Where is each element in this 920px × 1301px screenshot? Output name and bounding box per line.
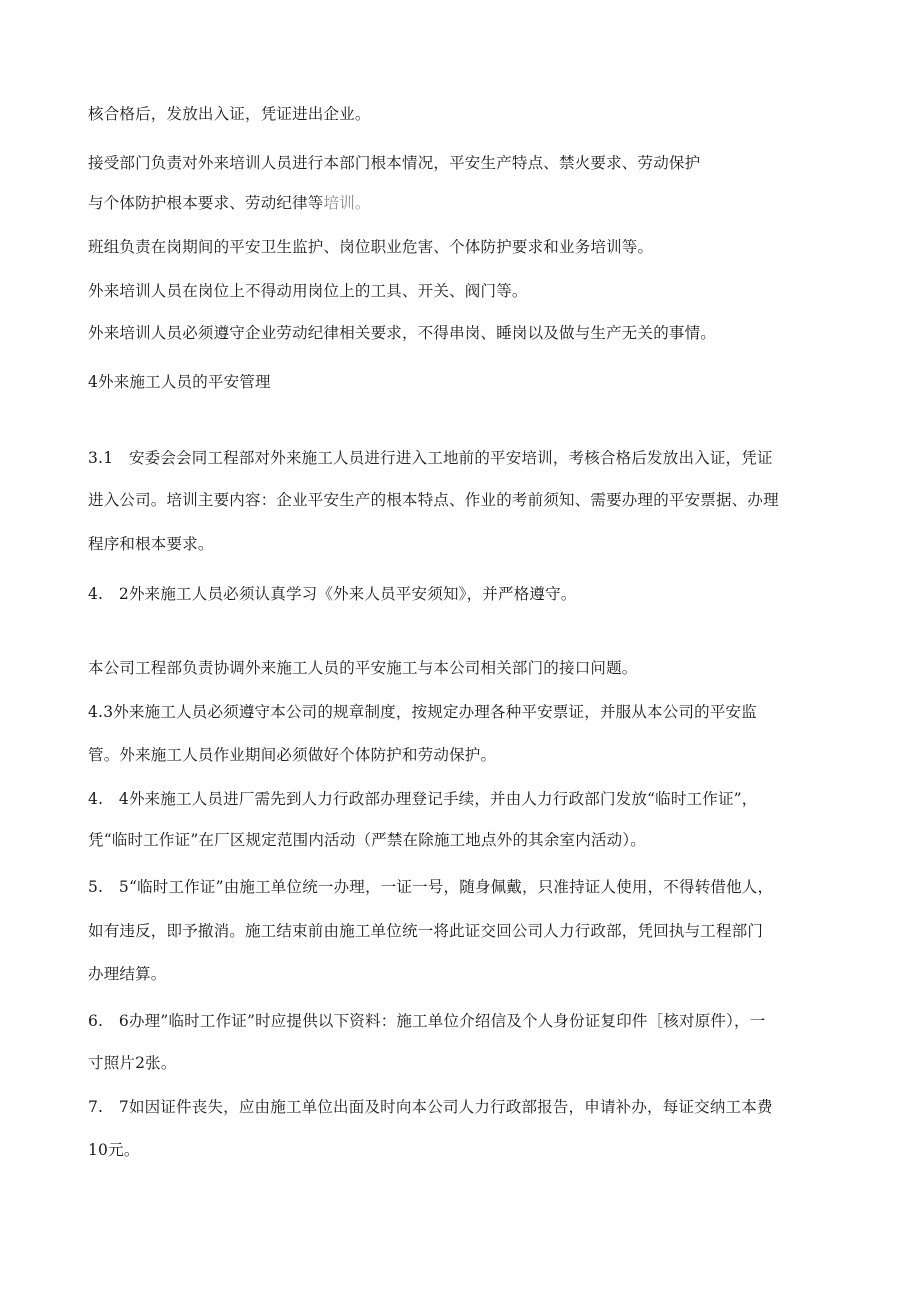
text-line: 进入公司。培训主要内容：企业平安生产的根本特点、作业的考前须知、需要办理的平安票据、办理 (88, 491, 779, 509)
text-line: 管。外来施工人员作业期间必须做好个体防护和劳动保护。 (88, 746, 497, 764)
text-line: 3.1 安委会会同工程部对外来施工人员进行进入工地前的平安培训，考核合格后发放出入证，凭证 (88, 449, 773, 467)
text-line: 程序和根本要求。 (88, 535, 214, 553)
text-line: 本公司工程部负责协调外来施工人员的平安施工与本公司相关部门的接口问题。 (88, 659, 638, 677)
text-line: 接受部门负责对外来培训人员进行本部门根本情况，平安生产特点、禁火要求、劳动保护 (88, 154, 701, 172)
text-line: 如有违反，即予撤消。施工结束前由施工单位统一将此证交回公司人力行政部，凭回执与工程部门 (88, 922, 764, 940)
section-heading: 4外来施工人员的平安管理 (88, 373, 271, 391)
text-line: 寸照片2张。 (88, 1054, 177, 1072)
text-line: 凭“临时工作证”在厂区规定范围内活动（严禁在除施工地点外的其余室内活动）。 (88, 831, 647, 849)
text-line: 4. 2外来施工人员必须认真学习《外来人员平安须知》，并严格遵守。 (88, 585, 577, 603)
text-line: 10元。 (88, 1141, 140, 1159)
text-line: 7. 7如因证件丧失，应由施工单位出面及时向本公司人力行政部报告，申请补办，每证交纳工本费 (88, 1098, 773, 1116)
text-line: 6. 6办理”临时工作证”时应提供以下资料：施工单位介绍信及个人身份证复印件［核对原件），一 (88, 1012, 766, 1030)
text-line: 外来培训人员必须遵守企业劳动纪律相关要求，不得串岗、睡岗以及做与生产无关的事情。 (88, 324, 717, 342)
text-line (88, 192, 371, 214)
text-line: 办理结算。 (88, 965, 167, 983)
text-line: 4.3外来施工人员必须遵守本公司的规章制度，按规定办理各种平安票证，并服从本公司的平安监 (88, 703, 757, 721)
text-line: 4. 4外来施工人员进厂需先到人力行政部办理登记手续，并由人力行政部门发放“临时工作证”， (88, 790, 758, 808)
text-line: 核合格后，发放出入证，凭证进出企业。 (88, 105, 371, 123)
text-line: 5. 5“临时工作证”由施工单位统一办理，一证一号，随身佩戴，只准持证人使用，不得转借他人， (88, 878, 774, 896)
text-line: 班组负责在岗期间的平安卫生监护、岗位职业危害、个体防护要求和业务培训等。 (88, 238, 654, 256)
text-segment: 与个体防护根本要求、劳动纪律等 (88, 194, 324, 212)
text-line: 外来培训人员在岗位上不得动用岗位上的工具、开关、阀门等。 (88, 282, 528, 300)
text-segment-light: 培训。 (323, 194, 371, 212)
